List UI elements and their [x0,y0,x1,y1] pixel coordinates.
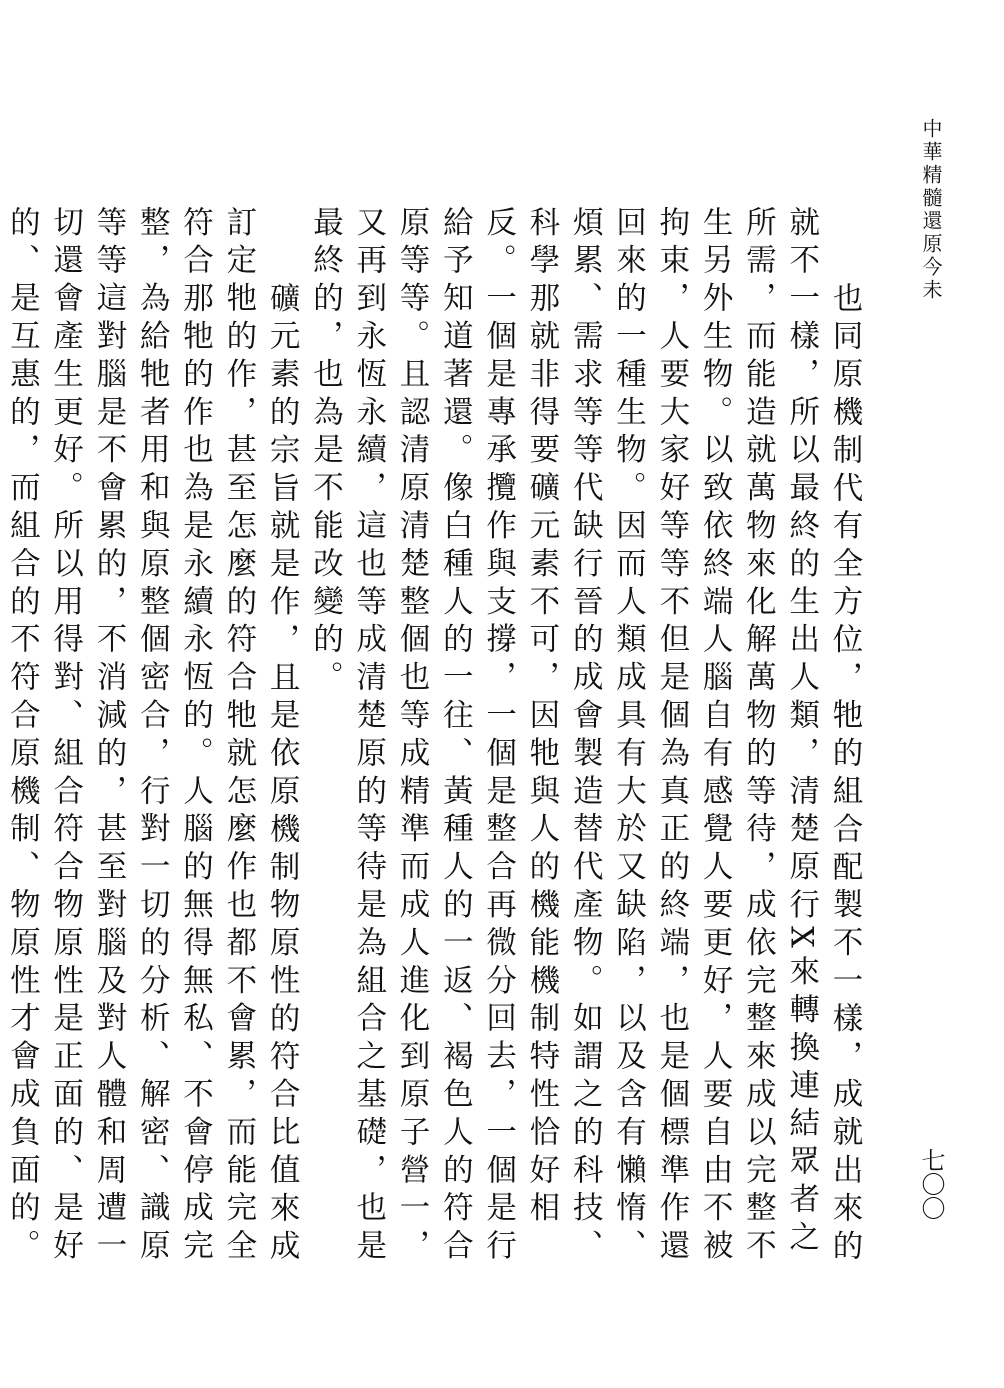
paragraph-2: 礦元素的宗旨就是作，且是依原機制物原性的符合比值來成訂定牠的作，甚至怎麼的符合牠就怎麼作也都不會累，而能完全符合那牠的作也為是永續永恆的。人腦的無得無私、不會停成完整，為給牠者用和與原整個密合，行對一切的分析、解密、識原等等這對腦是不會累的，不消減的，甚至對腦及對人體和周遭一切還會產生更好。所以用得對、組合符合物原性是正面的、是好的、是互惠的，而組合的不符合原機制、物原性才會成負面的。 [4,206,300,1268]
page-number: 七〇〇 [917,1148,945,1220]
paragraph-1: 也同原機制代有全方位，牠的組合配製不一樣，成就出來的就不一樣，所以最終的生出人類，清楚原行X來轉換連結眾者之所需，而能造就萬物來化解萬物的等待，成依完整來成以完整不生另外生物。以致依終端人腦自有感覺人要更好，人要自由不被拘束，人要大家好等等不但是個為真正的終端，也是個標準作還回來的一種生物。因而人類成具有大於又缺陷，以及含有懶惰、煩累、需求等等代缺行晉的成會製造替代產物。如謂之的科技、科學那就非得要礦元素不可，因牠與人的機能機制特性恰好相反。一個是專承攬作與支撐，一個是整合再微分回去，一個是行給予知道著還。像白種人的一往、黃種人的一返、褐色人的符合原等等。且認清原清楚整個也等成精準而成人進化到原子營一，又再到永恆永續，這也等成清楚原的等待是為組合之基礎，也是最終的，也為是不能改變的。 [307,206,862,1268]
running-header: 中華精髓還原今未 [919,118,943,302]
body-text [0,206,866,1276]
